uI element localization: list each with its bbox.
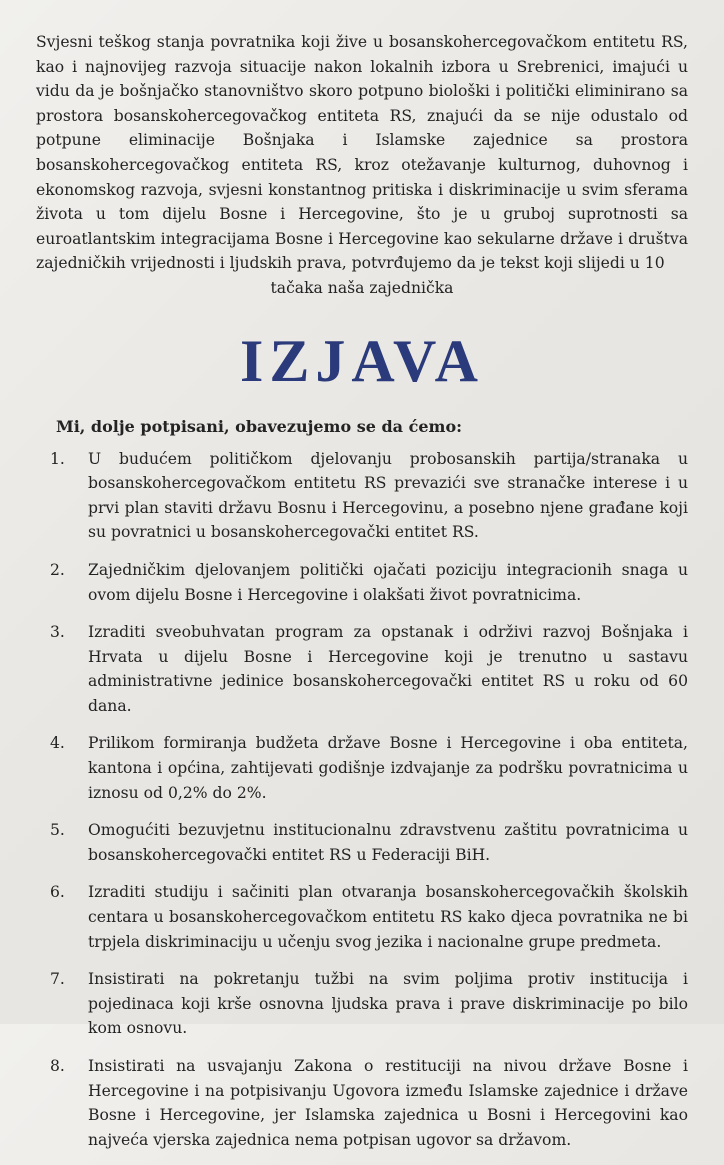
list-item xyxy=(36,558,688,607)
preamble-closing-line: tačaka naša zajednička xyxy=(270,278,454,297)
list-item xyxy=(36,620,688,718)
list-item-text: U budućem političkom djelovanju probosanskih partija/stranaka u bosanskohercegovačkom entitetu RS prevazići sve stranačke interese i u prvi plan staviti državu Bosnu i Hercegovinu, a posebno njene građane koji su povratnici u bosanskohercegovački entitet RS. xyxy=(88,449,688,542)
list-item xyxy=(36,880,688,954)
list-item-number: 8. xyxy=(50,1057,65,1075)
list-item-number: 4. xyxy=(50,734,65,753)
list-item-number: 3. xyxy=(50,623,65,642)
list-item xyxy=(36,967,688,1041)
list-item-text: Izraditi studiju i sačiniti plan otvaranja bosanskohercegovačkih školskih centara u bosanskohercegovačkom entitetu RS kako djeca povratnika ne bi trpjela diskriminaciju u učenju svog jezika i nacionalne grupe predmeta. xyxy=(88,883,688,951)
list-item-number: 5. xyxy=(50,821,65,840)
list-item-text: Izraditi sveobuhvatan program za opstanak i održivi razvoj Bošnjaka i Hrvata u dijelu Bosne i Hercegovine koji je trenutno u sastavu administrativne jedinice bosanskohercegovački entitet RS u roku od 60 dana. xyxy=(88,623,688,715)
list-item-text: Prilikom formiranja budžeta države Bosne i Hercegovine i oba entiteta, kantona i općina, zahtijevati godišnje izdvajanje za podršku povratnicima u iznosu od 0,2% do 2%. xyxy=(88,734,688,802)
list-item xyxy=(36,1054,688,1152)
list-item-text: Insistirati na usvajanju Zakona o restituciji na nivou države Bosne i Hercegovine i na potpisivanju Ugovora između Islamske zajednice i države Bosne i Hercegovine, jer Islamska zajednica u Bosni i Hercegovini kao najveća vjerska zajednica nema potpisan ugovor sa državom. xyxy=(88,1057,688,1149)
document-page xyxy=(36,30,688,1165)
list-item-number: 2. xyxy=(50,560,65,579)
list-item xyxy=(36,818,688,867)
list-item-text: Zajedničkim djelovanjem politički ojačati poziciju integracionih snaga u ovom dijelu Bosne i Hercegovine i olakšati život povratnicima. xyxy=(88,560,688,604)
preamble-paragraph: Svjesni teškog stanja povratnika koji žive u bosanskohercegovačkom entitetu RS, kao i najnovijeg razvoja situacije nakon lokalnih izbora u Srebrenici, imajući u vidu da je bošnjačko stanovništvo skoro potpuno biološki i politički eliminirano sa prostora bosanskohercegovačkog entiteta RS, znajući da se nije odustalo od potpune eliminacije Bošnjaka i Islamske zajednice sa prostora bosanskohercegovačkog entiteta RS, kroz otežavanje kulturnog, duhovnog i ekonomskog razvoja, svjesni konstantnog pritiska i diskriminacije u svim sferama života u tom dijelu Bosne i Hercegovine, što je u gruboj suprotnosti sa euroatlantskim integracijama Bosne i Hercegovine kao sekularne države i društva zajedničkih vrijednosti i ljudskih prava, potvrđujemo da je tekst koji slijedi u 10 xyxy=(36,33,688,273)
list-item-text: Insistirati na pokretanju tužbi na svim poljima protiv institucija i pojedinaca koji krše osnovna ljudska prava i prave diskriminacije po bilo kom osnovu. xyxy=(88,970,688,1038)
document-title: IZJAVA xyxy=(240,327,484,394)
list-item-number: 7. xyxy=(50,970,65,989)
list-item-text: Omogućiti bezuvjetnu institucionalnu zdravstvenu zaštitu povratnicima u bosanskohercegovački entitet RS u Federaciji BiH. xyxy=(88,821,688,864)
commitment-intro: Mi, dolje potpisani, obavezujemo se da ćemo: xyxy=(56,416,463,436)
list-item-number: 6. xyxy=(50,883,65,902)
list-item xyxy=(36,447,688,545)
list-item xyxy=(36,731,688,805)
commitment-list xyxy=(36,447,688,1153)
list-item-number: 1. xyxy=(50,449,65,468)
